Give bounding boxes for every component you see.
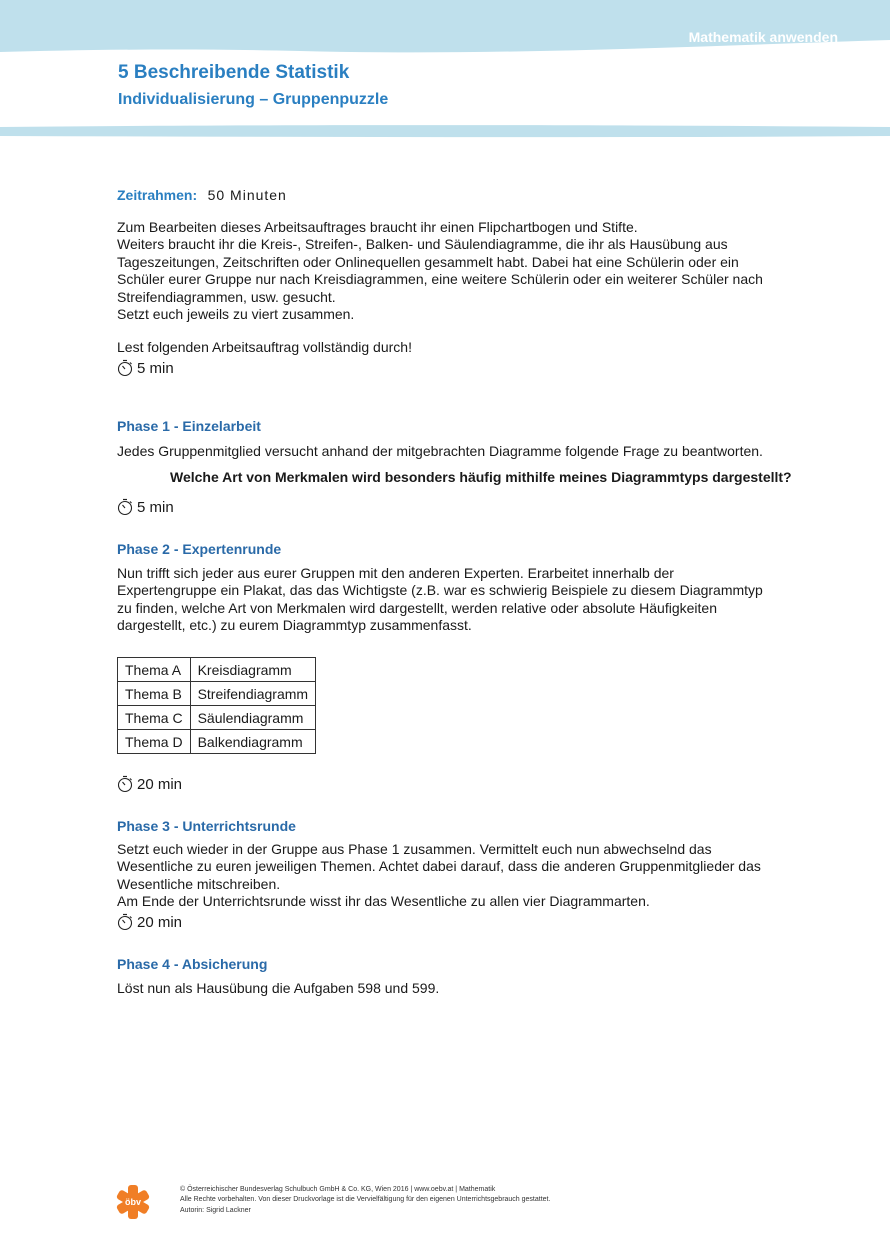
time-frame-label: Zeitrahmen: [117, 187, 198, 203]
theme-cell: Thema C [118, 706, 191, 730]
timer-label: 20 min [137, 913, 183, 931]
band-label: Mathematik anwenden [688, 29, 838, 45]
theme-table [117, 657, 316, 754]
stopwatch-icon [117, 498, 133, 516]
phase3-heading: Phase 3 - Unterrichtsrunde [117, 818, 296, 834]
timer-label: 5 min [137, 359, 174, 377]
theme-cell: Thema D [118, 730, 191, 754]
phase1-heading: Phase 1 - Einzelarbeit [117, 418, 261, 434]
table-row [118, 658, 316, 682]
intro-line: Schüler eurer Gruppe nur nach Kreisdiagrammen, eine weitere Schülerin oder ein weiterer Schüler nach [117, 271, 763, 288]
diagram-cell: Säulendiagramm [190, 706, 316, 730]
oebv-logo-text: öbv [124, 1197, 142, 1207]
stopwatch-icon [117, 913, 133, 931]
intro-line: Setzt euch jeweils zu viert zusammen. [117, 306, 355, 323]
page-subtitle: Individualisierung – Gruppenpuzzle [118, 91, 389, 108]
time-frame [117, 187, 287, 205]
page-title: 5 Beschreibende Statistik [118, 62, 350, 83]
phase2-paragraph [117, 565, 797, 635]
stopwatch-icon [117, 775, 133, 793]
phase3-line: Wesentliche zu euren jeweiligen Themen. Achtet dabei darauf, dass die anderen Gruppenmitglieder das [117, 858, 761, 875]
intro-line: Zum Bearbeiten dieses Arbeitsauftrages braucht ihr einen Flipchartbogen und Stifte. [117, 219, 638, 235]
theme-cell: Thema B [118, 682, 191, 706]
table-row [118, 706, 316, 730]
intro-line: Weiters braucht ihr die Kreis-, Streifen-, Balken- und Säulendiagramme, die ihr als Hausübung aus [117, 236, 728, 253]
header-band [0, 0, 890, 54]
timer-label: 5 min [137, 498, 174, 516]
oebv-logo-icon [115, 1184, 151, 1220]
intro-instruction: Lest folgenden Arbeitsauftrag vollständig durch! [117, 339, 412, 355]
intro-line: Streifendiagrammen, usw. gesucht. [117, 288, 336, 305]
phase1-timer [117, 498, 174, 516]
diagram-cell: Balkendiagramm [190, 730, 316, 754]
phase3-line: Setzt euch wieder in der Gruppe aus Phase 1 zusammen. Vermittelt euch nun abwechselnd das [117, 841, 712, 857]
footer-rights: Alle Rechte vorbehalten. Von dieser Druckvorlage ist die Vervielfältigung für den eigenen Unterrichtsgebrauch gestattet. [180, 1196, 551, 1204]
phase4-text: Löst nun als Hausübung die Aufgaben 598 und 599. [117, 980, 440, 996]
phase2-line: Expertengruppe ein Plakat, das das Wichtigste (z.B. war es schwierig Beispiele zu diesem Diagrammtyp [117, 582, 763, 599]
phase2-line: Nun trifft sich jeder aus eurer Gruppen mit den anderen Experten. Erarbeitet innerhalb der [117, 565, 674, 581]
table-row [118, 682, 316, 706]
phase1-text: Jedes Gruppenmitglied versucht anhand der mitgebrachten Diagramme folgende Frage zu beantworten. [117, 443, 763, 459]
phase2-heading: Phase 2 - Expertenrunde [117, 541, 282, 557]
intro-timer [117, 359, 174, 377]
theme-cell: Thema A [118, 658, 191, 682]
phase1-question: Welche Art von Merkmalen wird besonders häufig mithilfe meines Diagrammtyps dargestellt? [170, 469, 792, 485]
footer-text [180, 1185, 550, 1216]
diagram-cell: Streifendiagramm [190, 682, 316, 706]
separator-band-shape [0, 124, 890, 140]
phase3-line: Am Ende der Unterrichtsrunde wisst ihr das Wesentliche zu allen vier Diagrammarten. [117, 893, 650, 910]
oebv-logo [115, 1184, 151, 1225]
phase2-line: zu finden, welche Art von Merkmalen wird dargestellt, werden relative oder absolute Häufigkeiten [117, 599, 717, 616]
phase4-heading: Phase 4 - Absicherung [117, 956, 268, 972]
phase2-line: dargestellt, etc.) zu eurem Diagrammtyp zusammenfasst. [117, 617, 472, 634]
intro-paragraph [117, 219, 797, 323]
phase3-timer [117, 913, 182, 931]
phase3-paragraph [117, 841, 797, 911]
footer-author: Autorin: Sigrid Lackner [180, 1206, 251, 1214]
stopwatch-icon [117, 359, 133, 377]
phase3-line: Wesentliche mitschreiben. [117, 875, 281, 892]
separator-band [0, 124, 890, 140]
table-row [118, 730, 316, 754]
timer-label: 20 min [137, 775, 183, 793]
header-band-shape [0, 0, 890, 54]
phase2-timer [117, 775, 182, 793]
time-frame-value: 50 Minuten [207, 187, 287, 203]
diagram-cell: Kreisdiagramm [190, 658, 316, 682]
intro-line: Tageszeitungen, Zeitschriften oder Onlinequellen gesammelt habt. Dabei hat eine Schülerin oder ein [117, 253, 739, 270]
footer-copyright: © Österreichischer Bundesverlag Schulbuch GmbH & Co. KG, Wien 2016 | www.oebv.at | Mathematik [180, 1186, 496, 1193]
